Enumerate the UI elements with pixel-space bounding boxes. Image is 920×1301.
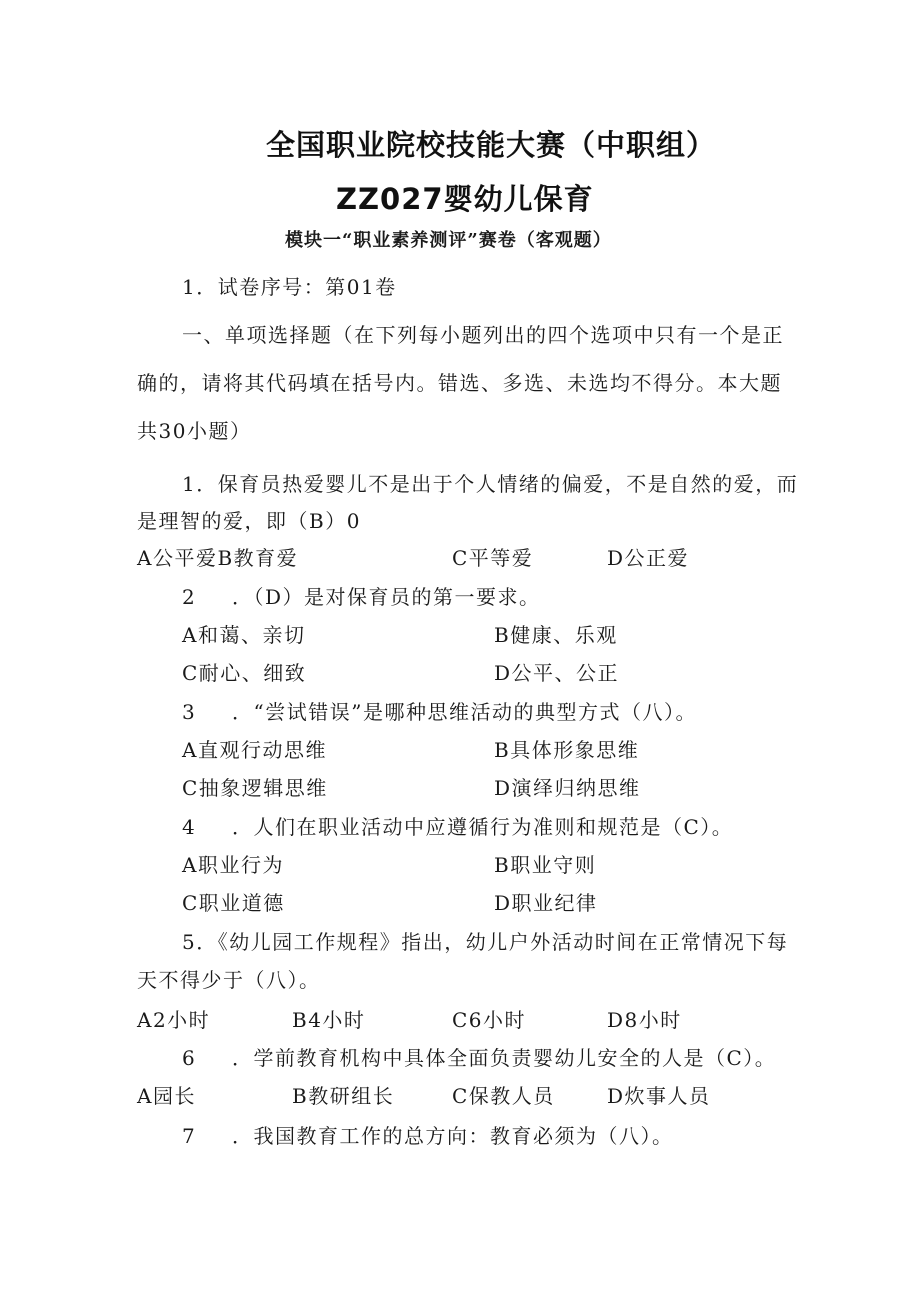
question-1-option-c: C平等爱	[452, 546, 534, 570]
question-3-stem: ．“尝试错误”是哪种思维活动的典型方式（八）。	[232, 700, 697, 724]
question-4-stem: ．人们在职业活动中应遵循行为准则和规范是（C）。	[232, 815, 734, 839]
question-7-number: 7	[182, 1124, 197, 1148]
question-1-stem: 1．保育员热爱婴儿不是出于个人情绪的偏爱，不是自然的爱，而	[182, 472, 799, 496]
question-5-stem: 5．《幼儿园工作规程》指出，幼儿户外活动时间在正常情况下每	[182, 930, 789, 954]
question-5-option-c: C6小时	[452, 1008, 527, 1032]
question-3-option-a: A直观行动思维	[182, 738, 327, 762]
question-4-option-d: D职业纪律	[494, 891, 598, 915]
question-3-option-b: B具体形象思维	[494, 738, 640, 762]
question-7-stem: ．我国教育工作的总方向：教育必须为（八）。	[232, 1124, 674, 1148]
exam-title: 全国职业院校技能大赛（中职组）	[266, 128, 717, 162]
question-2-option-b: B健康、乐观	[494, 623, 618, 647]
question-5-stem-cont: 天不得少于（八）。	[137, 968, 321, 992]
exam-subject-title: ZZ027婴幼儿保育	[336, 182, 594, 216]
question-6-option-c: C保教人员	[452, 1084, 555, 1108]
question-2-option-a: A和蔼、亲切	[182, 623, 306, 647]
question-1-options-ab: A公平爱B教育爱	[137, 546, 299, 570]
question-5-option-d: D8小时	[607, 1008, 682, 1032]
question-2-stem: ．（D）是对保育员的第一要求。	[232, 585, 541, 609]
question-2-number: 2	[182, 585, 197, 609]
question-4-number: 4	[182, 815, 197, 839]
section-intro-line: 确的，请将其代码填在括号内。错选、多选、未选均不得分。本大题	[137, 371, 782, 395]
question-5-option-b: B4小时	[292, 1008, 366, 1032]
question-3-option-c: C抽象逻辑思维	[182, 776, 328, 800]
question-3-option-d: D演绎归纳思维	[494, 776, 641, 800]
section-intro-line: 一、单项选择题（在下列每小题列出的四个选项中只有一个是正	[182, 323, 784, 347]
question-1-stem-cont: 是理智的爱，即（B）0	[137, 509, 361, 533]
question-6-option-d: D炊事人员	[607, 1084, 711, 1108]
question-4-option-a: A职业行为	[182, 853, 284, 877]
paper-number: 1．试卷序号：第01卷	[182, 275, 397, 299]
section-intro-line: 共30小题）	[137, 419, 252, 443]
question-2-option-c: C耐心、细致	[182, 661, 307, 685]
question-5-option-a: A2小时	[137, 1008, 211, 1032]
question-6-option-a: A园长	[137, 1084, 196, 1108]
question-2-option-d: D公平、公正	[494, 661, 620, 685]
question-3-number: 3	[182, 700, 197, 724]
question-1-option-d: D公正爱	[607, 546, 690, 570]
question-4-option-c: C职业道德	[182, 891, 285, 915]
question-4-option-b: B职业守则	[494, 853, 597, 877]
question-6-number: 6	[182, 1046, 197, 1070]
question-6-stem: ．学前教育机构中具体全面负责婴幼儿安全的人是（C）。	[232, 1046, 777, 1070]
module-title: 模块一“职业素养测评”赛卷（客观题）	[285, 230, 612, 251]
question-6-option-b: B教研组长	[292, 1084, 395, 1108]
